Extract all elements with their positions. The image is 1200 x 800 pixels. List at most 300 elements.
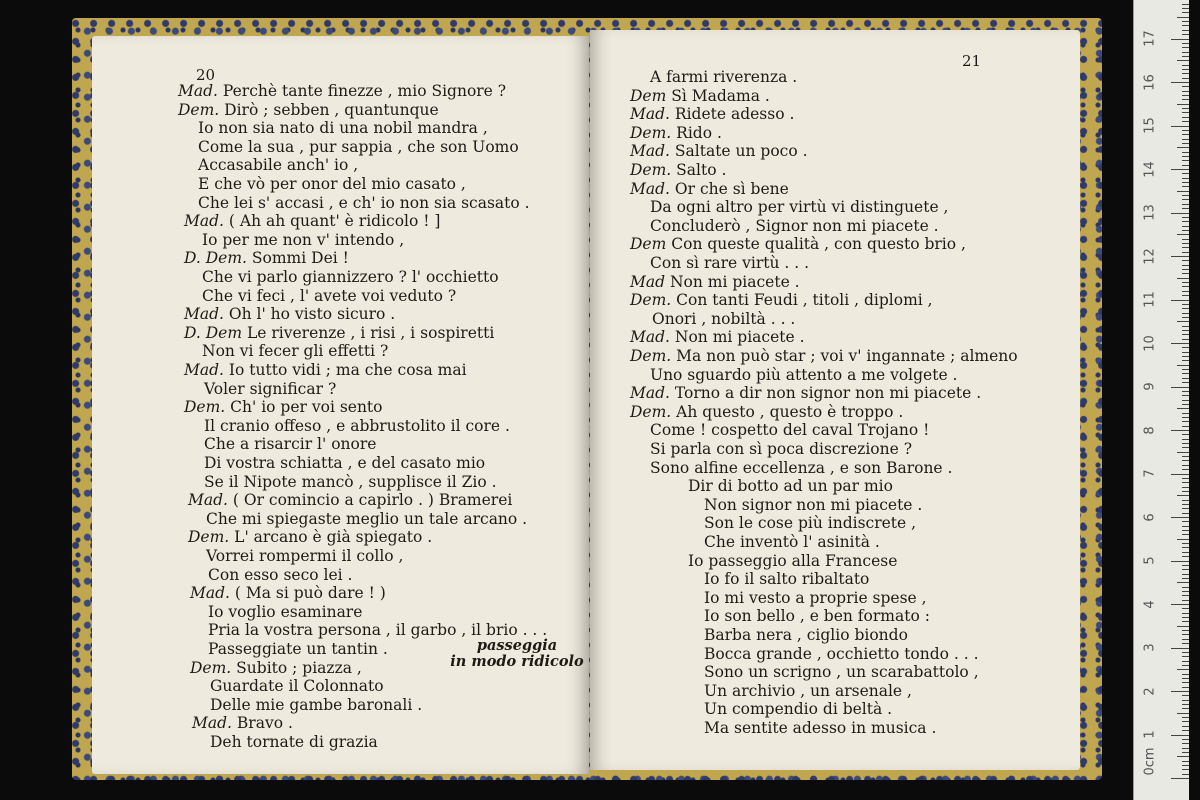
text-line [630, 291, 933, 309]
ruler-tick [1182, 339, 1189, 340]
ruler-tick [1182, 774, 1189, 775]
speaker-label: Dem. [630, 161, 672, 179]
line-text: Come la sua , pur sappia , che son Uomo [198, 137, 519, 156]
line-text: L' arcano è già spiegato . [234, 528, 433, 547]
speaker-label: Dem. [630, 347, 672, 365]
ruler-tick [1182, 99, 1189, 100]
ruler-tick [1182, 347, 1189, 348]
ruler-tick [1182, 73, 1189, 74]
ruler-tick [1182, 291, 1189, 292]
ruler-tick [1182, 426, 1189, 427]
text-line [630, 384, 981, 402]
ruler-tick [1182, 547, 1189, 548]
ruler-tick [1177, 452, 1189, 453]
text-line [704, 663, 979, 681]
text-line [204, 380, 336, 398]
ruler-tick [1182, 65, 1189, 66]
ruler-tick [1182, 752, 1189, 753]
line-text: Che mi spiegaste meglio un tale arcano . [206, 509, 528, 528]
text-line [198, 194, 530, 212]
ruler-tick [1182, 182, 1189, 183]
ruler-tick [1171, 387, 1189, 388]
ruler-tick [1182, 313, 1189, 314]
ruler-tick [1182, 52, 1189, 53]
ruler-tick [1177, 669, 1189, 670]
text-line [650, 68, 797, 86]
ruler-label: 7 [1142, 469, 1158, 478]
ruler-tick [1182, 526, 1189, 527]
text-line [688, 552, 897, 570]
ruler-tick [1182, 456, 1189, 457]
ruler-label: 15 [1142, 117, 1158, 134]
text-line [184, 324, 494, 342]
page-number: 21 [962, 52, 982, 70]
ruler-tick [1182, 160, 1189, 161]
text-line [178, 82, 506, 100]
ruler-tick [1171, 169, 1189, 170]
ruler-tick [1177, 278, 1189, 279]
ruler-tick [1182, 173, 1189, 174]
ruler-tick [1182, 12, 1189, 13]
ruler-tick [1182, 465, 1189, 466]
text-line [630, 124, 722, 142]
speaker-label: Mad. [184, 212, 224, 231]
ruler-tick [1182, 265, 1189, 266]
ruler-tick [1182, 86, 1189, 87]
ruler-tick [1171, 474, 1189, 475]
ruler-tick [1171, 126, 1189, 127]
ruler-tick [1182, 21, 1189, 22]
ruler-tick [1182, 478, 1189, 479]
speaker-label: Dem. [190, 658, 232, 677]
ruler-tick [1182, 521, 1189, 522]
ruler-tick [1182, 165, 1189, 166]
ruler-tick [1171, 517, 1189, 518]
line-text: Con queste qualità , con questo brio , [671, 235, 966, 254]
line-text: Non vi fecer gli effetti ? [202, 342, 389, 361]
ruler-label: 8 [1142, 425, 1158, 435]
line-text: Non mi piacete . [669, 272, 800, 291]
ruler-tick [1182, 639, 1189, 640]
line-text: Non mi piacete . [674, 328, 805, 347]
ruler-tick [1182, 595, 1189, 596]
ruler-tick [1182, 413, 1189, 414]
text-line [704, 682, 912, 700]
text-line [188, 491, 512, 509]
left-page [92, 36, 589, 774]
line-text: Dir di botto ad un par mio [688, 477, 893, 496]
ruler-tick [1182, 134, 1189, 135]
ruler-tick [1182, 748, 1189, 749]
text-line [206, 547, 403, 565]
line-text: Onori , nobiltà . . . [652, 309, 796, 328]
ruler-label: 0cm [1142, 747, 1158, 776]
ruler-tick [1182, 269, 1189, 270]
ruler-tick [1182, 556, 1189, 557]
ruler-tick [1182, 765, 1189, 766]
text-line [204, 473, 497, 491]
ruler-tick [1182, 130, 1189, 131]
ruler-tick [1182, 565, 1189, 566]
stage-direction-line: in modo ridicolo [450, 653, 584, 670]
ruler-label: 1 [1142, 730, 1158, 739]
ruler-tick [1182, 186, 1189, 187]
text-line [184, 398, 383, 416]
line-text: Un compendio di beltà . [704, 700, 893, 719]
ruler-tick [1182, 730, 1189, 731]
ruler-tick [1182, 382, 1189, 383]
line-text: Io non sia nato di una nobil mandra , [198, 119, 488, 138]
line-text: E che vò per onor del mio casato , [198, 175, 466, 193]
line-text: Accasabile anch' io , [198, 156, 359, 175]
ruler-tick [1182, 295, 1189, 296]
text-line [650, 198, 948, 216]
ruler-tick [1182, 717, 1189, 718]
ruler-tick [1182, 704, 1189, 705]
line-text: Torno a dir non signor non mi piacete . [674, 384, 982, 403]
speaker-label: Mad. [178, 82, 218, 100]
ruler-tick [1182, 47, 1189, 48]
ruler-tick [1182, 769, 1189, 770]
text-line [704, 607, 930, 625]
ruler-tick [1182, 708, 1189, 709]
text-line [188, 528, 432, 546]
ruler-tick [1182, 613, 1189, 614]
line-text: Io passeggio alla Francese [688, 551, 898, 570]
ruler-tick [1182, 552, 1189, 553]
speaker-label: Dem. [178, 100, 220, 119]
text-line [630, 235, 966, 253]
ruler-tick [1182, 726, 1189, 727]
ruler-tick [1182, 530, 1189, 531]
line-text: A farmi riverenza . [650, 68, 798, 86]
page-number: 20 [196, 66, 216, 84]
speaker-label: Mad. [630, 328, 670, 347]
text-line [204, 454, 485, 472]
line-text: Io tutto vidi ; ma che cosa mai [228, 361, 467, 379]
ruler-label: 13 [1142, 204, 1158, 221]
line-text: Passeggiate un tantin . [208, 640, 388, 658]
ruler-tick [1182, 460, 1189, 461]
ruler-tick [1182, 308, 1189, 309]
speaker-label: Dem. [630, 123, 672, 142]
line-text: Io son bello , e ben formato : [704, 607, 930, 626]
ruler-tick [1182, 143, 1189, 144]
ruler-tick [1182, 491, 1189, 492]
ruler-tick [1182, 247, 1189, 248]
text-line [204, 435, 376, 453]
line-text: Barba nera , ciglio biondo [704, 626, 908, 644]
ruler-tick [1182, 513, 1189, 514]
ruler-tick [1182, 56, 1189, 57]
line-text: Le riverenze , i risi , i sospiretti [246, 323, 495, 342]
speaker-label: Dem. [630, 291, 672, 310]
line-text: ( Ma si può dare ! ) [234, 584, 386, 603]
line-text: Perchè tante finezze , mio Signore ? [222, 82, 507, 100]
text-line [630, 347, 1018, 365]
ruler-tick [1182, 317, 1189, 318]
line-text: Ah questo , questo è troppo . [676, 402, 904, 421]
ruler-tick [1182, 360, 1189, 361]
ruler-tick [1177, 234, 1189, 235]
text-line [704, 514, 916, 532]
ruler-tick [1182, 721, 1189, 722]
ruler-tick [1171, 39, 1189, 40]
ruler-tick [1182, 43, 1189, 44]
ruler-tick [1182, 373, 1189, 374]
ruler-tick [1182, 369, 1189, 370]
ruler-tick [1182, 608, 1189, 609]
text-line [198, 119, 488, 137]
line-text: Io mi vesto a proprie spese , [704, 588, 927, 607]
speaker-label: Mad. [184, 361, 224, 379]
ruler-tick [1171, 778, 1189, 779]
ruler-tick [1177, 191, 1189, 192]
text-line [210, 733, 378, 751]
line-text: Sì Madama . [671, 86, 770, 105]
ruler-label: 5 [1142, 556, 1158, 565]
text-line [192, 714, 293, 732]
line-text: Salto . [676, 161, 727, 179]
speaker-label: Dem. [630, 402, 672, 421]
ruler-tick [1177, 495, 1189, 496]
line-text: Uno sguardo più attento a me volgete . [650, 365, 958, 384]
line-text: Son le cose più indiscrete , [704, 514, 917, 533]
text-line [630, 328, 805, 346]
line-text: Sono alfine eccellenza , e son Barone . [650, 458, 953, 477]
ruler-tick [1182, 91, 1189, 92]
ruler-tick [1182, 439, 1189, 440]
ruler-tick [1182, 4, 1189, 5]
ruler-label: 14 [1142, 160, 1158, 178]
ruler-tick [1177, 713, 1189, 714]
ruler-tick [1182, 534, 1189, 535]
speaker-label: Mad. [630, 179, 670, 198]
speaker-label: Mad. [630, 142, 670, 161]
ruler-tick [1182, 395, 1189, 396]
text-line [630, 142, 808, 160]
ruler-tick [1182, 195, 1189, 196]
line-text: Di vostra schiatta , e del casato mio [204, 454, 486, 472]
ruler-tick [1182, 25, 1189, 26]
ruler-tick [1177, 147, 1189, 148]
text-line [208, 640, 388, 658]
ruler-tick [1171, 82, 1189, 83]
ruler-tick [1182, 117, 1189, 118]
ruler-tick [1182, 600, 1189, 601]
ruler-tick [1182, 674, 1189, 675]
line-text: Bocca grande , occhietto tondo . . . [704, 644, 979, 663]
stage-direction [447, 638, 587, 670]
ruler-tick [1182, 617, 1189, 618]
speaker-label: Dem [630, 86, 667, 105]
ruler-tick [1182, 121, 1189, 122]
text-line [650, 254, 809, 272]
ruler-tick [1182, 356, 1189, 357]
text-line [184, 361, 467, 379]
line-text: Un archivio , un arsenale , [704, 681, 912, 700]
ruler-tick [1182, 243, 1189, 244]
text-line [704, 570, 869, 588]
ruler-tick [1171, 343, 1189, 344]
speaker-label: Mad. [190, 584, 230, 603]
ruler-tick [1182, 352, 1189, 353]
ruler-tick [1177, 582, 1189, 583]
ruler-tick [1182, 239, 1189, 240]
text-line [210, 677, 384, 695]
line-text: Che vi feci , l' avete voi veduto ? [202, 286, 457, 305]
text-line [688, 477, 893, 495]
line-text: Il cranio offeso , e abbrustolito il core . [204, 416, 510, 435]
ruler-label: 9 [1142, 382, 1158, 391]
ruler-tick [1182, 739, 1189, 740]
text-line [206, 510, 527, 528]
ruler-tick [1182, 682, 1189, 683]
line-text: Ma sentite adesso in musica . [704, 719, 937, 737]
line-text: Io per me non v' intendo , [202, 230, 405, 249]
text-line [704, 700, 892, 718]
ruler-tick [1182, 665, 1189, 666]
ruler-tick [1182, 761, 1189, 762]
ruler-tick [1182, 334, 1189, 335]
line-text: Or che sì bene [674, 179, 789, 198]
ruler-tick [1177, 539, 1189, 540]
ruler-tick [1182, 643, 1189, 644]
line-text: Io voglio esaminare [208, 602, 363, 621]
line-text: Dirò ; sebben , quantunque [224, 100, 439, 119]
line-text: ( Or comincio a capirlo . ) Bramerei [232, 491, 513, 510]
speaker-label: Dem. [184, 398, 226, 417]
ruler-tick [1171, 691, 1189, 692]
text-line [202, 268, 499, 286]
line-text: Oh l' ho visto sicuro . [228, 305, 396, 324]
text-line [630, 105, 794, 123]
line-text: Bravo . [236, 714, 293, 733]
text-line [704, 533, 880, 551]
text-line [650, 366, 958, 384]
ruler-tick [1182, 95, 1189, 96]
ruler-tick [1182, 326, 1189, 327]
ruler-label: 2 [1142, 686, 1158, 696]
ruler-tick [1182, 652, 1189, 653]
text-line [178, 101, 439, 119]
line-text: ( Ah ah quant' è ridicolo ! ] [228, 212, 441, 231]
speaker-label: Dem. [188, 528, 230, 547]
text-line [704, 626, 908, 644]
stage-direction-line: passeggia [476, 637, 558, 654]
text-line [208, 603, 362, 621]
ruler-tick [1182, 404, 1189, 405]
text-line [704, 719, 936, 737]
ruler-tick [1182, 574, 1189, 575]
ruler-tick [1182, 69, 1189, 70]
ruler-tick [1182, 634, 1189, 635]
speaker-label: Mad [630, 272, 666, 291]
line-text: Pria la vostra persona , il garbo , il brio . . . [208, 621, 548, 640]
ruler-tick [1182, 78, 1189, 79]
ruler-tick [1182, 400, 1189, 401]
ruler-tick [1182, 687, 1189, 688]
text-line [198, 138, 519, 156]
speaker-label: D. Dem. [184, 249, 247, 268]
ruler-tick [1182, 504, 1189, 505]
line-text: Voler significar ? [204, 379, 337, 398]
ruler-tick [1182, 112, 1189, 113]
line-text: Ma non può star ; voi v' ingannate ; almeno [676, 347, 1018, 365]
text-line [184, 212, 440, 230]
speaker-label: Mad. [188, 491, 228, 510]
line-text: Saltate un poco . [674, 142, 808, 161]
line-text: Se il Nipote mancò , supplisce il Zio . [204, 472, 497, 491]
ruler-tick [1182, 34, 1189, 35]
ruler-label: 10 [1142, 334, 1158, 352]
line-text: Si parla con sì poca discrezione ? [650, 440, 913, 458]
ruler-tick [1177, 60, 1189, 61]
text-line [650, 440, 912, 458]
ruler-tick [1177, 365, 1189, 366]
text-line [202, 342, 388, 360]
ruler-tick [1171, 648, 1189, 649]
text-line [202, 287, 456, 305]
ruler-label: 12 [1142, 247, 1158, 265]
ruler-tick [1171, 430, 1189, 431]
ruler-tick [1182, 204, 1189, 205]
ruler-tick [1182, 156, 1189, 157]
ruler-tick [1182, 139, 1189, 140]
ruler-tick [1171, 213, 1189, 214]
ruler-tick [1182, 443, 1189, 444]
line-text: Guardate il Colonnato [210, 677, 384, 696]
text-line [630, 87, 770, 105]
text-line [184, 305, 395, 323]
ruler-tick [1177, 104, 1189, 105]
ruler-tick [1182, 230, 1189, 231]
text-line [630, 161, 726, 179]
ruler-tick [1182, 695, 1189, 696]
text-line [704, 645, 979, 663]
text-line [184, 249, 349, 267]
line-text: Delle mie gambe baronali . [210, 695, 423, 714]
ruler-tick [1182, 656, 1189, 657]
line-text: Che a risarcir l' onore [204, 435, 377, 454]
line-text: Ch' io per voi sento [230, 398, 383, 417]
speaker-label: Mad. [630, 105, 670, 124]
ruler-tick [1182, 578, 1189, 579]
ruler-tick [1182, 226, 1189, 227]
ruler-tick [1182, 678, 1189, 679]
ruler-tick [1182, 661, 1189, 662]
ruler-tick [1182, 421, 1189, 422]
ruler-tick [1182, 221, 1189, 222]
text-line [190, 659, 362, 677]
line-text: Sono un scrigno , un scarabattolo , [704, 663, 979, 682]
ruler-tick [1182, 569, 1189, 570]
ruler-tick [1182, 500, 1189, 501]
ruler-label: 3 [1142, 643, 1158, 652]
text-line [198, 175, 466, 193]
line-text: Subito ; piazza , [236, 658, 362, 677]
ruler-tick [1182, 199, 1189, 200]
ruler-tick [1182, 378, 1189, 379]
ruler-tick [1182, 286, 1189, 287]
text-line [630, 273, 800, 291]
text-line [190, 584, 386, 602]
ruler-tick [1171, 604, 1189, 605]
text-line [630, 180, 789, 198]
line-text: Deh tornate di grazia [210, 733, 378, 751]
line-text: Io fo il salto ribaltato [704, 570, 870, 589]
ruler-tick [1182, 487, 1189, 488]
